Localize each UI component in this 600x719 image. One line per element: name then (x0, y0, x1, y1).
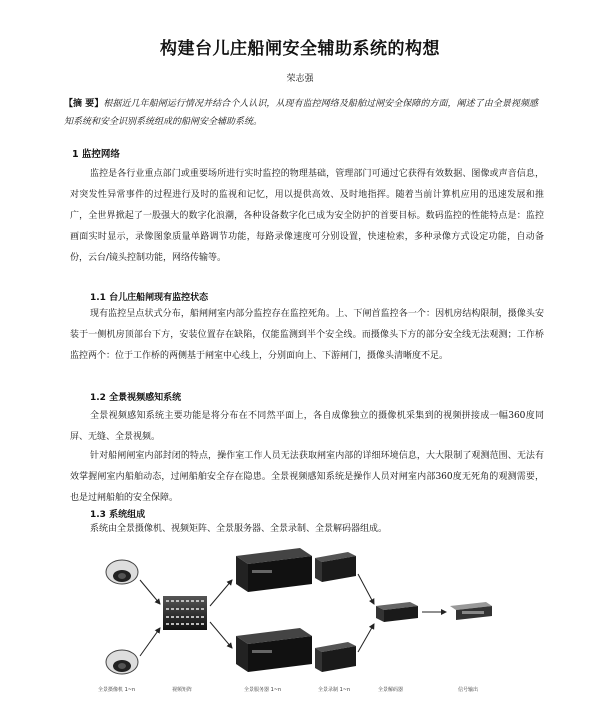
panoramic-decoder-device (376, 602, 418, 622)
section-1-1-paragraph: 现有监控呈点状式分布，船闸闸室内部分监控存在监控死角。上、下闸首监控各一个：因机房结构限制，摄像头安装于一侧机房顶部台下方，安装位置存在缺陷，仅能监测到半个安全线。而摄像头下方的部分安全线无法观测；工作桥监控两个：位于工作桥的两侧基于闸室中心线上，分别面向上、下游闸门，摄像头清晰度不足。 (70, 309, 544, 361)
caption-panoramic-decoder: 全景解码器 (378, 687, 404, 693)
caption-video-matrix: 视频矩阵 (172, 687, 193, 693)
panoramic-recorder-top (315, 552, 356, 582)
connector-arrow (210, 580, 232, 606)
signal-output-display (450, 602, 492, 620)
section-1-3-heading: 1.3 系统组成 (90, 510, 146, 520)
caption-signal-output: 信号输出 (458, 687, 479, 693)
paper-title: 构建台儿庄船闸安全辅助系统的构想 (160, 39, 440, 59)
section-1-2-paragraph-1: 全景视频感知系统主要功能是将分布在不同然平面上，各自成像独立的摄像机采集到的视频拼接成一幅360度同屏、无缝、全景视频。 (70, 411, 544, 442)
panoramic-camera-bottom (106, 650, 138, 674)
panoramic-camera-top (106, 560, 138, 584)
abstract-text: 根据近几年船闸运行情况并结合个人认识，从现有监控网络及船舶过闸安全保障的方面，阐述了由全景视频感知系统和安全识别系统组成的船闸安全辅助系统。 (64, 99, 538, 127)
connector-arrow (140, 580, 160, 604)
connector-arrow (210, 622, 232, 648)
connector-arrow (358, 624, 374, 652)
caption-panoramic-camera: 全景摄像机 1~n (98, 687, 136, 693)
video-matrix-device (163, 596, 207, 630)
caption-panoramic-recorder: 全景录制 1~n (318, 687, 351, 693)
caption-panoramic-server: 全景服务器 1~n (244, 687, 282, 693)
panoramic-server-bottom (236, 628, 312, 672)
panoramic-recorder-bottom (315, 642, 356, 672)
section-1-heading: 1 监控网络 (72, 149, 120, 160)
connector-arrow (140, 628, 160, 656)
section-1-3-paragraph: 系统由全景摄像机、视频矩阵、全景服务器、全景录制、全景解码器组成。 (90, 524, 388, 534)
author-name: 荣志强 (286, 74, 314, 84)
section-1-paragraph: 监控是各行业重点部门或重要场所进行实时监控的物理基础，管理部门可通过它获得有效数据、图像或声音信息，对突发性异常事件的过程进行及时的监视和记忆，用以提供高效、及时地指挥。随着当前计算机应用的迅速发展和推广，全世界掀起了一股强大的数字化浪潮，各种设备数字化已成为安全防护的首要目标。数码监控的性能特点是：监控画面实时显示，录像图象质量单路调节功能，每路录像速度可分别设置，快速检索，多种录像方式设定功能，自动备份，云台/镜头控制功能，网络传输等。 (70, 169, 544, 263)
section-1-2-heading: 1.2 全景视频感知系统 (90, 393, 182, 403)
abstract-label: 【摘 要】 (64, 99, 104, 109)
section-1-1-heading: 1.1 台儿庄船闸现有监控状态 (90, 293, 209, 303)
panoramic-server-top (236, 548, 312, 592)
connector-arrow (358, 574, 374, 604)
section-1-2-paragraph-2: 针对船闸闸室内部封闭的特点，操作室工作人员无法获取闸室内部的详细环境信息，大大限制了观测范围、无法有效掌握闸室内船舶动态，过闸船舶安全存在隐患。全景视频感知系统是操作人员对闸室内部360度无死角的观测需要，也是过闸船舶的安全保障。 (70, 451, 544, 503)
